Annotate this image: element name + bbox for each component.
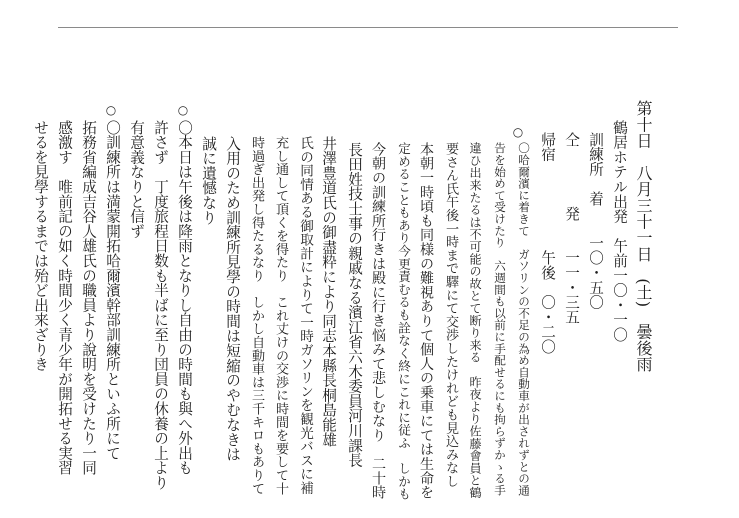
body-line: 感激す 唯前記の如く時間少く青少年が開拓せる実習 (56, 120, 73, 476)
body-line: 〇本日は午後は降雨となりし自由の時間も與へ外出も (176, 120, 193, 476)
body-line: 許さず 丁度旅程日数も半ばに至り団員の休養の上より (152, 120, 169, 490)
itinerary-leave-line: 仝 発 一一・三五 (563, 132, 580, 325)
body-line: 氏の同情ある御取計によりて一時ガソリンを観光バスに補 (297, 136, 313, 495)
body-line: 今朝の訓練所行きは殿に行き悩みて悲しむなり 二十時 (370, 142, 386, 500)
body-line: 充し通して頂くを得たり これ丈けの交渉に時間を要して十 (273, 136, 288, 496)
body-line: 時過ぎ出発し得たるなり しかし自動車は三千キロもありて (249, 136, 264, 496)
body-line: 違ひ出来たるは不可能の故とて断り来る 昨夜より佐藤會員と鶴 (468, 142, 482, 499)
body-line: 要さん氏午後一時まで驛にて交渉したけれども見込みなし (443, 142, 458, 488)
paragraph-bullet: ○ (177, 103, 189, 117)
body-line: せるを見學するまでは殆ど出来ざりき (32, 120, 49, 372)
itinerary-return-line: 帰宿 午後 〇・二〇 (539, 132, 556, 354)
body-line: 誠に遺憾なり (200, 136, 217, 225)
body-line: 入用のため訓練所見學の時間は短縮のやむなきは (224, 136, 241, 462)
body-line: 告を始めて受けたり 六週間も以前に手配せるにも拘らずかゝる手 (493, 142, 507, 496)
body-line: 定めることもあり今更責むるも詮なく終にこれに従ふ しかも (396, 142, 411, 501)
itinerary-arrival-line: 訓練所 着 一〇・五〇 (587, 132, 604, 310)
body-line: 有意義なりと信ず (128, 120, 145, 239)
paragraph-bullet: ○ (512, 125, 524, 139)
paragraph-bullet: ○ (105, 103, 117, 117)
itinerary-departure-line: 鶴居ホテル出発 午前一〇・一〇 (611, 120, 628, 342)
body-line: 長田姓技士事の親戚なる濱江省六木委員河川課長 (346, 142, 363, 468)
body-line: 拓務省編成吉谷人雄氏の職員より說明を受けたり一同 (80, 120, 97, 476)
body-line: 〇哈爾濱に着きて ガソリンの不足の為め自動車が出されずとの通 (517, 142, 531, 496)
body-line: 〇訓練所は満蒙開拓哈爾濱幹部訓練所といふ所にて (104, 120, 121, 461)
body-line: 本朝一時頃も同様の難視ありて個人の乗車にては生命を (418, 142, 434, 500)
page-top-edge-line (58, 27, 678, 28)
body-line: 井澤豊道氏の御盡粋により同志本縣長桐島能雄 (320, 136, 337, 447)
date-weather-heading: 第十日 八月三十一日 (土) 曇後雨 (634, 100, 653, 373)
